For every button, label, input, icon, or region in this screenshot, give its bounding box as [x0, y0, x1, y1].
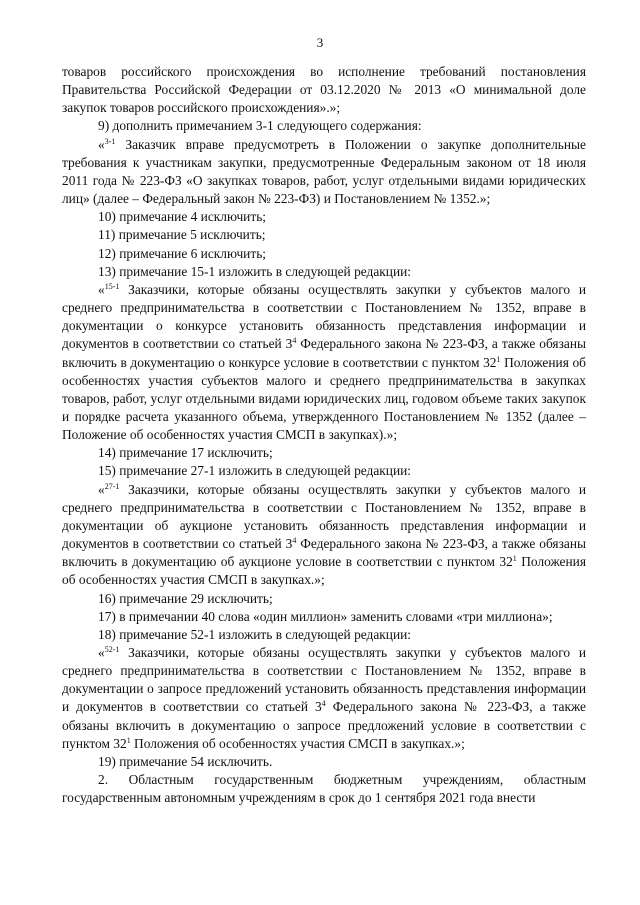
- paragraph: [62, 63, 586, 117]
- superscript: 4: [292, 536, 297, 546]
- text-run: Заказчик вправе предусмотреть в Положении о закупке дополнительные требования к участникам закупки, предусмотренные Федеральным законом от 18 июля 2011 года № 223-ФЗ «О закупках товаров, работ, услуг отдельными видами юридических лиц» (далее – Федеральный закон № 223-ФЗ) и Постановлением № 1352.»;: [62, 136, 586, 207]
- text-run: «: [98, 645, 105, 660]
- paragraph: [62, 462, 586, 480]
- text-run: 9) дополнить примечанием 3-1 следующего содержания:: [98, 118, 422, 134]
- text-run: Положения об особенностях участия субъектов малого и среднего предпринимательства в закупках товаров, работ, услуг отдельными видами юридических лиц, годовом объеме таких закупок и порядке расчета указанного объема, утвержденного Постановлением № 1352 (далее – Положение об особенностях участия СМСП в закупках).»;: [62, 354, 586, 443]
- superscript: 1: [496, 354, 501, 364]
- paragraph: [62, 771, 586, 807]
- superscript: 3-1: [104, 136, 116, 146]
- superscript: 4: [292, 336, 297, 346]
- text-run: 16) примечание 29 исключить;: [98, 590, 273, 606]
- text-run: Федерального закона № 223-ФЗ, а также обязаны включить в документацию о конкурсе условие в соответствии с пунктом 32: [62, 336, 586, 370]
- text-run: 14) примечание 17 исключить;: [98, 445, 273, 461]
- paragraph: [62, 263, 586, 281]
- text-run: товаров российского происхождения во исполнение требований постановления Правительства Российской Федерации от 03.12.2020 № 2013 «О минимальной доле закупок товаров российского происхождения».»;: [62, 64, 586, 116]
- superscript: 52-1: [104, 645, 120, 654]
- text-run: 15) примечание 27-1 изложить в следующей редакции:: [98, 463, 412, 479]
- text-run: Заказчики, которые обязаны осуществлять закупки у субъектов малого и среднего предпринимательства в соответствии с Постановлением № 1352, вправе в документации о запросе предложений установить обязанность представления информации и документов в соответствии со статьей 3: [62, 645, 586, 715]
- paragraph: [62, 626, 586, 644]
- text-run: Положения об особенностях участия СМСП в закупках.»;: [62, 554, 586, 588]
- paragraph: [62, 753, 586, 771]
- superscript: 1: [126, 735, 131, 745]
- superscript: 27-1: [104, 481, 120, 491]
- text-run: 13) примечание 15-1 изложить в следующей редакции:: [98, 263, 412, 279]
- paragraph: [62, 136, 586, 209]
- paragraph: [62, 481, 586, 590]
- paragraph: [62, 245, 586, 263]
- text-run: 17) в примечании 40 слова «один миллион» заменить словами «три миллиона»;: [98, 608, 553, 624]
- text-run: 18) примечание 52-1 изложить в следующей редакции:: [98, 626, 412, 642]
- superscript: 4: [321, 699, 326, 709]
- text-run: Федерального закона № 223-ФЗ, а также обязаны включить в документацию об аукционе условие в соответствии с пунктом 32: [62, 536, 586, 570]
- document-body: [62, 63, 586, 807]
- text-run: 11) примечание 5 исключить;: [98, 227, 266, 243]
- text-run: «: [98, 281, 105, 297]
- paragraph: [62, 644, 586, 753]
- paragraph: [62, 281, 586, 444]
- text-run: 2. Областным государственным бюджетным учреждениям, областным государственным автономным учреждениям в срок до 1 сентября 2021 года внести: [62, 772, 586, 806]
- text-run: «: [98, 481, 105, 497]
- text-run: Заказчики, которые обязаны осуществлять закупки у субъектов малого и среднего предпринимательства в соответствии с Постановлением № 1352, вправе в документации об аукционе установить обязанность представления информации и документов в соответствии со статьей 3: [62, 481, 586, 552]
- paragraph: [62, 590, 586, 608]
- paragraph: [62, 208, 586, 226]
- paragraph: [62, 226, 586, 244]
- text-run: Заказчики, которые обязаны осуществлять закупки у субъектов малого и среднего предпринимательства в соответствии с Постановлением № 1352, вправе в документации о конкурсе установить обязанность представления информации и документов в соответствии со статьей 3: [62, 281, 586, 352]
- superscript: 15-1: [104, 281, 120, 291]
- text-run: 19) примечание 54 исключить.: [98, 753, 273, 769]
- text-run: «: [98, 136, 105, 152]
- text-run: 12) примечание 6 исключить;: [98, 245, 267, 261]
- paragraph: [62, 608, 586, 626]
- paragraph: [62, 444, 586, 462]
- text-run: Положения об особенностях участия СМСП в закупках.»;: [130, 735, 465, 751]
- text-run: 10) примечание 4 исключить;: [98, 209, 267, 225]
- page-number: 3: [316, 35, 324, 50]
- superscript: 1: [512, 554, 517, 564]
- paragraph: [62, 117, 586, 135]
- text-run: Федерального закона № 223-ФЗ, а также обязаны включить в документацию о запросе предложений условие в соответствии с пунктом 32: [62, 699, 586, 751]
